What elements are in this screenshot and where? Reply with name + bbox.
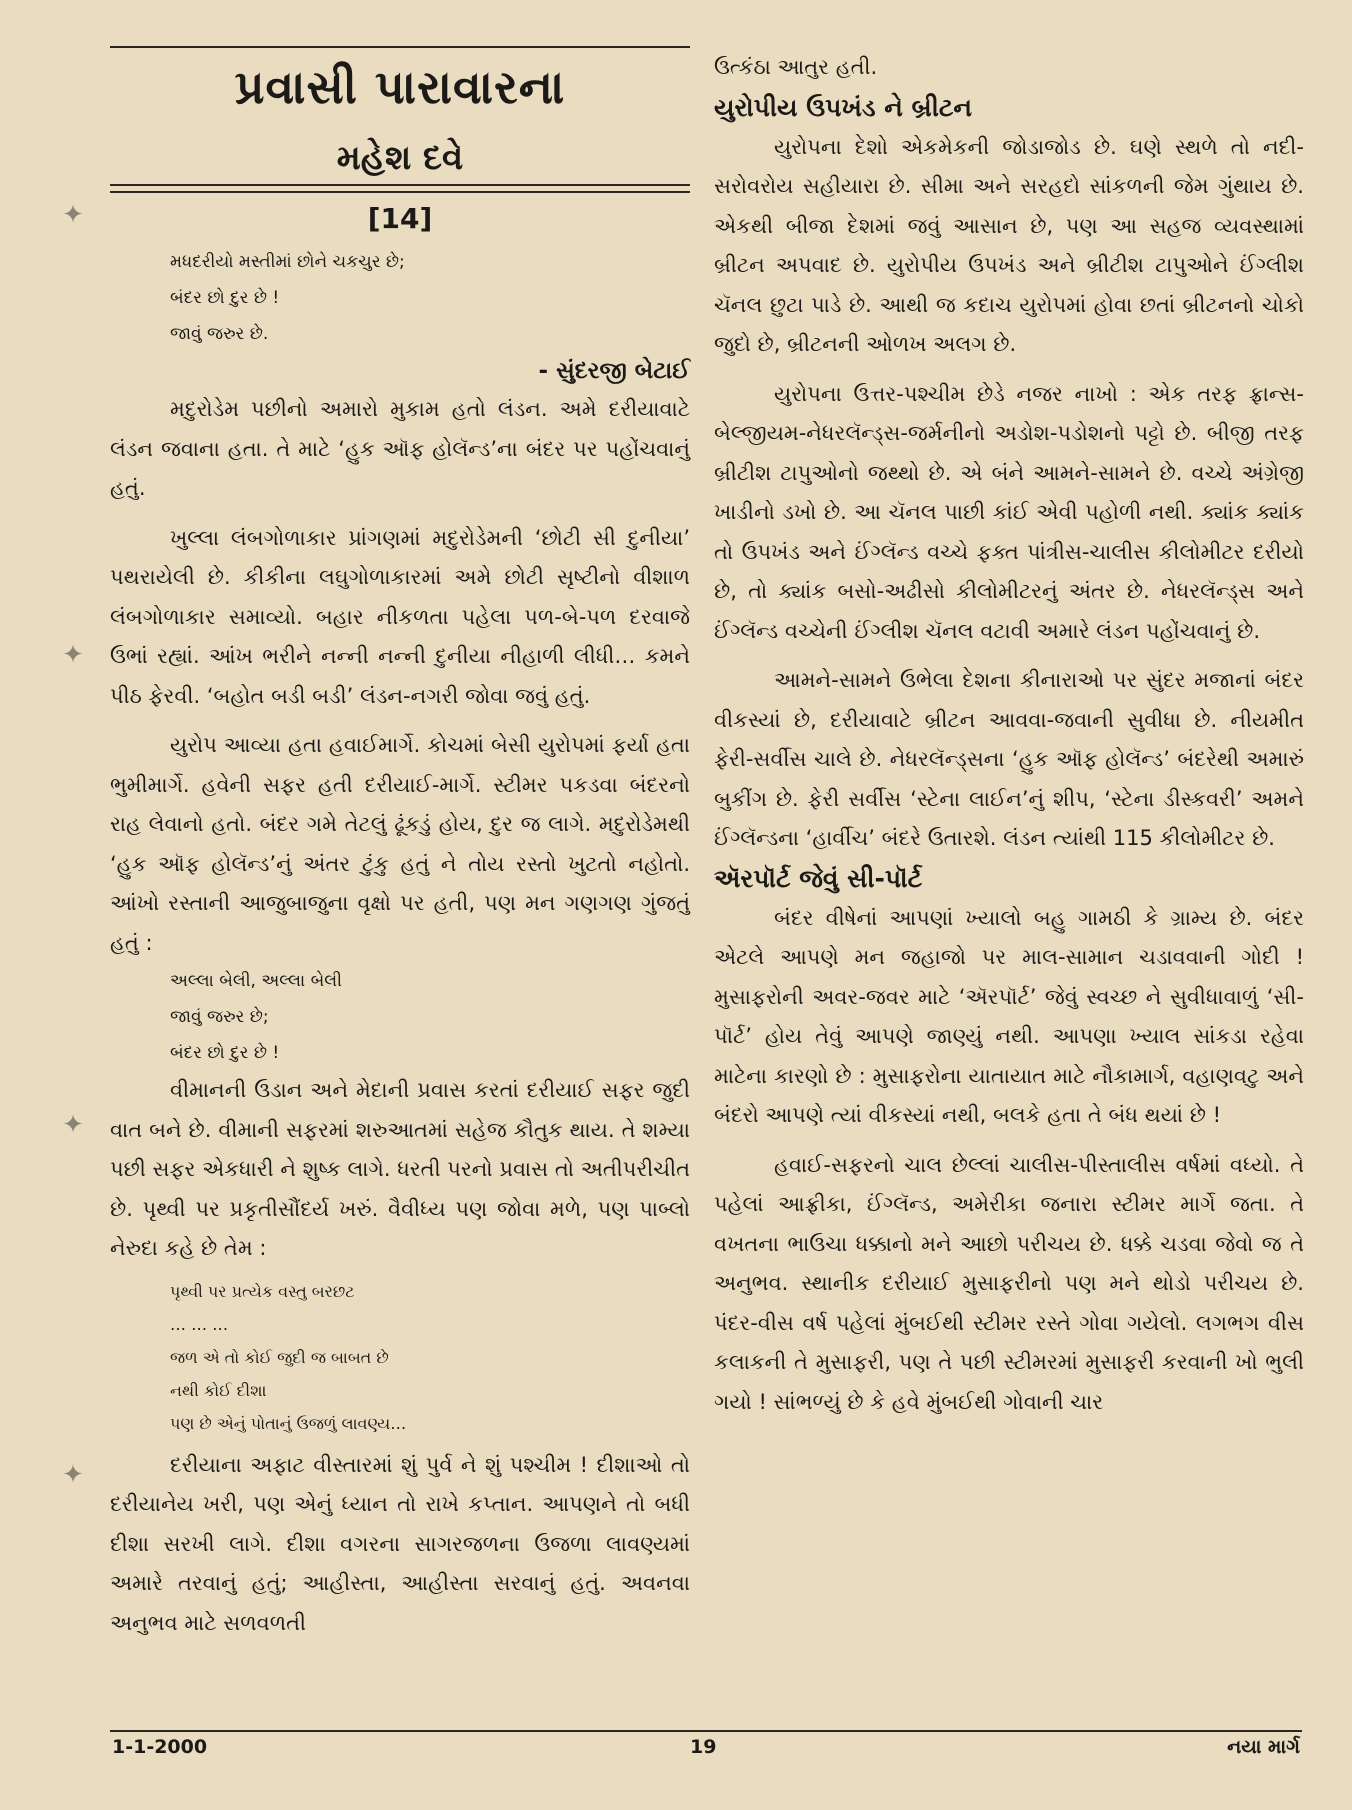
binding-hole-icon: ✦ xyxy=(62,200,84,230)
paragraph: આમને-સામને ઉભેલા દેશના કીનારાઓ પર સુંદર મજાનાં બંદર વીકસ્યાં છે, દરીયાવાટે બ્રીટન આવવા-જવાની સુવીધા છે. નીયમીત ફેરી-સર્વીસ ચાલે છે. નેધરલૅન્ડ્સના ‘હુક ઑફ હોલૅન્ડ’ બંદરેથી અમારું બુકીંગ છે. ફેરી સર્વીસ ‘સ્ટેના લાઈન’નું શીપ, ‘સ્ટેના ડીસ્કવરી’ અમને ઈંગ્લૅન્ડના ‘હાર્વીચ’ બંદરે ઉતારશે. લંડન ત્યાંથી 115 કીલોમીટર છે. xyxy=(714,668,1304,850)
poem-line: અલ્લા બેલી, અલ્લા બેલી xyxy=(170,971,342,991)
paragraph: યુરોપના દેશો એકમેકની જોડાજોડ છે. ઘણે સ્થળે તો નદી-સરોવરોય સહીયારા છે. સીમા અને સરહદો સાંકળની જેમ ગુંથાય છે. એકથી બીજા દેશમાં જવું આસાન છે, પણ આ સહજ વ્યવસ્થામાં બ્રીટન અપવાદ છે. યુરોપીય ઉપખંડ અને બ્રીટીશ ટાપુઓને ઈંગ્લીશ ચૅનલ છુટા પાડે છે. આથી જ કદાચ યુરોપમાં હોવા છતાં બ્રીટનનો ચોકો જુદો છે, બ્રીટનની ઓળખ અલગ છે. xyxy=(714,134,1304,356)
continued-text: ઉત્કંઠા આતુર હતી. xyxy=(714,55,878,79)
installment-number: [14] xyxy=(367,202,433,235)
neruda-poem xyxy=(110,1275,690,1440)
footer-rule xyxy=(110,1730,1302,1732)
footer-date: 1-1-2000 xyxy=(112,1736,208,1758)
article-author: મહેશ દવે xyxy=(336,138,464,178)
poem-line: … … … xyxy=(170,1314,229,1334)
paragraph: હવાઈ-સફરનો ચાલ છેલ્લાં ચાલીસ-પીસ્તાલીસ વર્ષમાં વધ્યો. તે પહેલાં આફ્રીકા, ઈંગ્લૅન્ડ, અમેરીકા જનારા સ્ટીમર માર્ગે જતા. તે વખતના ભાઉચા ધક્કાનો મને આછો પરીચય છે. ધક્કે ચડવા જેવો જ તે અનુભવ. સ્થાનીક દરીયાઈ મુસાફરીનો પણ મને થોડો પરીચય છે. પંદર-વીસ વર્ષ પહેલાં મુંબઈથી સ્ટીમર રસ્તે ગોવા ગયેલો. લગભગ વીસ કલાકની તે મુસાફરી, પણ તે પછી સ્ટીમરમાં મુસાફરી કરવાની ખો ભુલી ગયો ! સાંભળ્યું છે કે હવે મુંબઈથી ગોવાની ચાર xyxy=(714,1152,1304,1414)
right-column xyxy=(714,48,1304,1422)
binding-hole-icon: ✦ xyxy=(62,640,84,670)
inline-poem xyxy=(110,963,690,1071)
paragraph: ખુલ્લા લંબગોળાકાર પ્રાંગણમાં મદુરોડેમની ‘છોટી સી દુનીયા’ પથરાયેલી છે. કીકીના લઘુગોળાકારમાં અમે છોટી સૃષ્ટીનો વીશાળ લંબગોળાકાર સમાવ્યો. બહાર નીકળતા પહેલા પળ-બે-પળ દરવાજે ઉભાં રહ્યાં. આંખ ભરીને નન્ની નન્ની દુનીયા નીહાળી લીધી… કમને પીઠ ફેરવી. ‘બહોત બડી બડી’ લંડન-નગરી જોવા જવું હતું. xyxy=(110,525,690,708)
opening-poem xyxy=(170,244,405,352)
paragraph: વીમાનની ઉડાન અને મેદાની પ્રવાસ કરતાં દરીયાઈ સફર જુદી વાત બને છે. વીમાની સફરમાં શરુઆતમાં સહેજ કૌતુક થાય. તે શમ્યા પછી સફર એકધારી ને શુષ્ક લાગે. ધરતી પરનો પ્રવાસ તો અતીપરીચીત છે. પૃથ્વી પર પ્રકૃતીસૌંદર્ય ખરું. વૈવીધ્ય પણ જોવા મળે, પણ પાબ્લો નેરુદા કહે છે તેમ : xyxy=(110,1078,691,1260)
binding-hole-icon: ✦ xyxy=(62,1460,84,1490)
poem-line: મધદરીયો મસ્તીમાં છોને ચકચુર છે; xyxy=(170,252,405,272)
section-heading: યુરોપીય ઉપખંડ ને બ્રીટન xyxy=(714,92,973,122)
poem-line: પણ છે એનું પોતાનું ઉજળું લાવણ્ય… xyxy=(170,1413,407,1433)
paragraph: યુરોપ આવ્યા હતા હવાઈમાર્ગે. કોચમાં બેસી યુરોપમાં ફર્યા હતા ભુમીમાર્ગે. હવેની સફર હતી દરીયાઈ-માર્ગે. સ્ટીમર પકડવા બંદરનો રાહ લેવાનો હતો. બંદર ગમે તેટલું ઢૂંકડું હોય, દુર જ લાગે. મદુરોડેમથી ‘હુક ઑફ હોલૅન્ડ’નું અંતર ટુંકુ હતું ને તોય રસ્તો ખુટતો નહોતો. આંખો રસ્તાની આજુબાજુના વૃક્ષો પર હતી, પણ મન ગણગણ ગુંજતું હતું : xyxy=(110,733,690,955)
paragraph: મદુરોડેમ પછીનો અમારો મુકામ હતો લંડન. અમે દરીયાવાટે લંડન જવાના હતા. તે માટે ‘હુક ઑફ હોલૅન્ડ’ના બંદર પર પહોંચવાનું હતું. xyxy=(110,397,690,500)
article-title: પ્રવાસી પારાવારના xyxy=(234,60,566,114)
poem-line: જાવું જરુર છે. xyxy=(170,324,269,344)
binding-hole-icon: ✦ xyxy=(62,1110,84,1140)
poem-line: પૃથ્વી પર પ્રત્યેક વસ્તુ બરછટ xyxy=(170,1281,355,1301)
paragraph: દરીયાના અફાટ વીસ્તારમાં શું પુર્વ ને શું પશ્ચીમ ! દીશાઓ તો દરીયાનેય ખરી, પણ એનું ધ્યાન તો રાખે કપ્તાન. આપણને તો બધી દીશા સરખી લાગે. દીશા વગરના સાગરજળના ઉજળા લાવણ્યમાં અમારે તરવાનું હતું; આહીસ્તા, આહીસ્તા સરવાનું હતું. અવનવા અનુભવ માટે સળવળતી xyxy=(110,1452,690,1635)
poem-line: નથી કોઈ દીશા xyxy=(170,1380,267,1400)
title-double-rule xyxy=(110,184,690,193)
page-number: 19 xyxy=(690,1736,717,1758)
left-column xyxy=(110,390,690,1643)
poem-line: જળ એ તો કોઈ જુદી જ બાબત છે xyxy=(170,1347,389,1367)
top-rule xyxy=(110,46,690,48)
paragraph: યુરોપના ઉત્તર-પશ્ચીમ છેડે નજર નાખો : એક તરફ ફ્રાન્સ-બેલ્જીયમ-નેધરલૅન્ડ્સ-જર્મનીનો અડોશ-પડોશનો પટ્ટો છે. બીજી તરફ બ્રીટીશ ટાપુઓનો જથ્થો છે. એ બંને આમને-સામને છે. વચ્ચે અંગ્રેજી ખાડીનો ડખો છે. આ ચૅનલ પાછી કાંઈ એવી પહોળી નથી. ક્યાંક ક્યાંક તો ઉપખંડ અને ઈંગ્લૅન્ડ વચ્ચે ફક્ત પાંત્રીસ-ચાલીસ કીલોમીટર દરીયો છે, તો ક્યાંક બસો-અઢીસો કીલોમીટરનું અંતર છે. નેધરલૅન્ડ્સ અને ઈંગ્લૅન્ડ વચ્ચેની ઈંગ્લીશ ચૅનલ વટાવી અમારે લંડન પહોંચવાનું છે. xyxy=(714,381,1304,643)
magazine-name: નયા માર્ગ xyxy=(1227,1736,1300,1758)
poem-line: બંદર છો દુર છે ! xyxy=(170,288,280,308)
poem-line: બંદર છો દુર છે ! xyxy=(170,1043,280,1063)
section-heading: ઍરપૉર્ટ જેવું સી-પૉર્ટ xyxy=(714,863,923,893)
paragraph: બંદર વીષેનાં આપણાં ખ્યાલો બહુ ગામઠી કે ગ્રામ્ય છે. બંદર એટલે આપણે મન જહાજો પર માલ-સામાન ચડાવવાની ગોદી ! મુસાફરોની અવર-જવર માટે ‘ઍરપૉર્ટ’ જેવું સ્વચ્છ ને સુવીધાવાળું ‘સી-પૉર્ટ’ હોય તેવું આપણે જાણ્યું નથી. આપણા ખ્યાલ સાંકડા રહેવા માટેના કારણો છે : મુસાફરોના યાતાયાત માટે નૌકામાર્ગ, વહાણવટુ અને બંદરો આપણે ત્યાં વીકસ્યાં નથી, બલકે હતા તે બંધ થયાં છે ! xyxy=(714,905,1304,1127)
poem-attribution: - સુંદરજી બેટાઈ xyxy=(538,358,690,384)
poem-line: જાવું જરુર છે; xyxy=(170,1007,269,1027)
